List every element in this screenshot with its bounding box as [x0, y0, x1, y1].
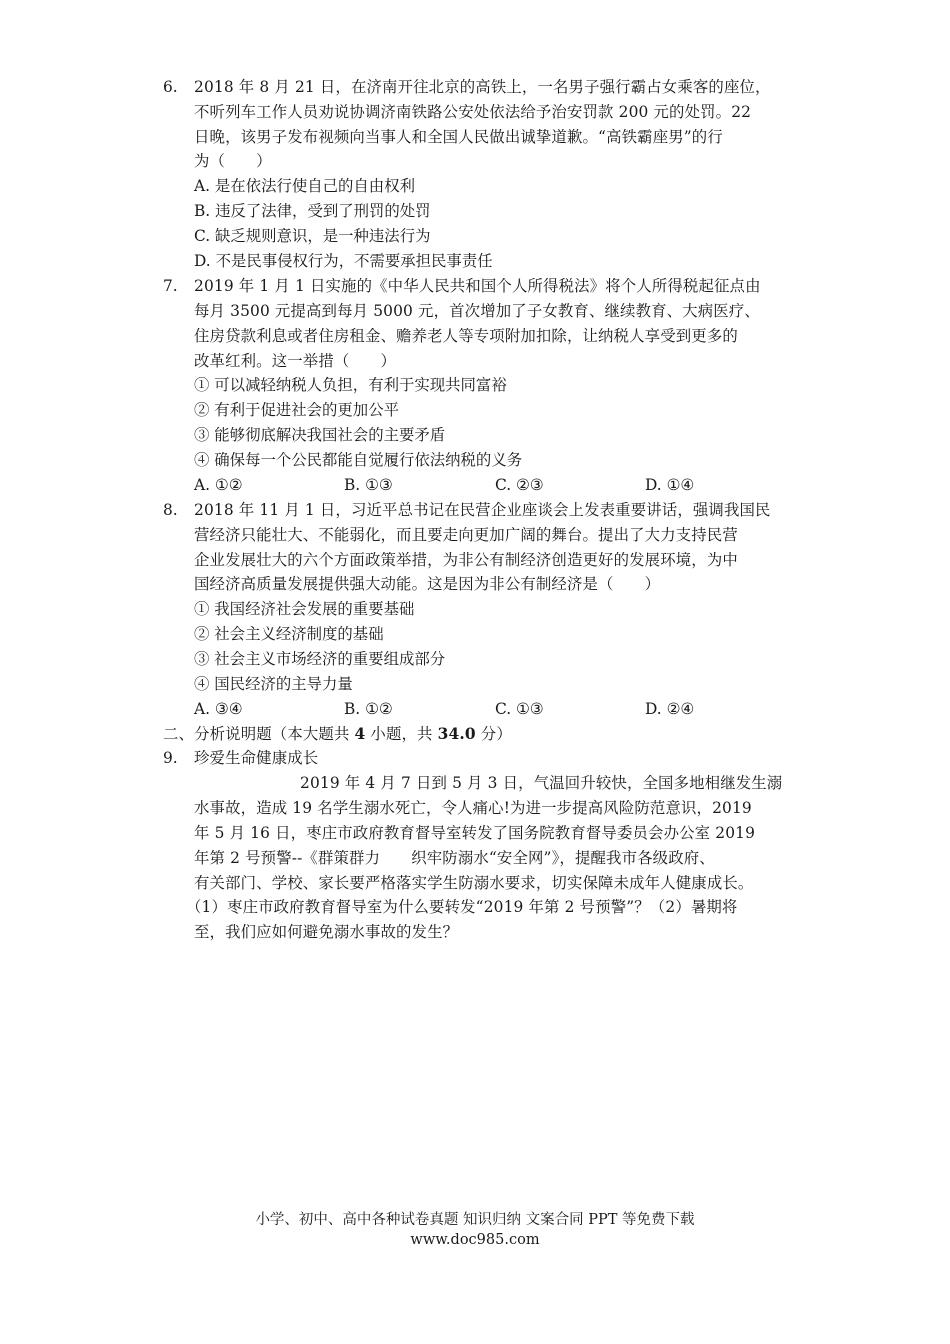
- question-number: 7.: [163, 277, 178, 295]
- question-text-line: 营经济只能壮大、不能弱化，而且要走向更加广阔的舞台。提出了大力支持民营: [194, 526, 738, 544]
- choice-c: C. ①③: [495, 700, 544, 718]
- question-text-line: 2019 年 1 月 1 日实施的《中华人民共和国个人所得税法》将个人所得税起征点由: [194, 277, 761, 295]
- question-title: 珍爱生命健康成长: [194, 749, 319, 767]
- statement-4: ④ 国民经济的主导力量: [194, 675, 353, 693]
- question-text-line: （1）枣庄市政府教育督导室为什么要转发“2019 年第 2 号预警”？（2）暑期将: [186, 898, 738, 916]
- question-number: 9.: [163, 749, 178, 767]
- statement-3: ③ 能够彻底解决我国社会的主要矛盾: [194, 426, 446, 444]
- question-text-line: 国经济高质量发展提供强大动能。这是因为非公有制经济是（ ）: [194, 575, 661, 593]
- section-heading: [163, 723, 512, 745]
- statement-1: ① 我国经济社会发展的重要基础: [194, 600, 415, 618]
- option-c: C. 缺乏规则意识，是一种违法行为: [194, 227, 431, 245]
- section-question-count: 4: [354, 725, 366, 743]
- statement-3: ③ 社会主义市场经济的重要组成部分: [194, 650, 446, 668]
- footer-website-link[interactable]: www.doc985.com: [410, 1232, 540, 1248]
- section-heading-suffix: 分）: [475, 725, 512, 743]
- option-a: A. 是在依法行使自己的自由权利: [194, 177, 415, 195]
- question-text-line: 每月 3500 元提高到每月 5000 元，首次增加了子女教育、继续教育、大病医疗、: [194, 302, 760, 320]
- question-text-line: 不听列车工作人员劝说协调济南铁路公安处依法给予治安罚款 200 元的处罚。22: [194, 103, 752, 121]
- question-text-line: 住房贷款利息或者住房租金、赡养老人等专项附加扣除，让纳税人享受到更多的: [194, 327, 738, 345]
- question-text-line: 至，我们应如何避免溺水事故的发生？: [194, 923, 459, 941]
- choice-a: A. ③④: [194, 700, 243, 718]
- option-d: D. 不是民事侵权行为，不需要承担民事责任: [194, 252, 493, 270]
- question-text-line: 2018 年 11 月 1 日，习近平总书记在民营企业座谈会上发表重要讲话，强调我国民: [194, 501, 771, 519]
- question-number: 8.: [163, 501, 178, 519]
- statement-2: ② 有利于促进社会的更加公平: [194, 401, 399, 419]
- question-text-line: 水事故，造成 19 名学生溺水死亡，令人痛心!为进一步提高风险防范意识，2019: [194, 799, 752, 817]
- statement-1: ① 可以减轻纳税人负担，有利于实现共同富裕: [194, 376, 507, 394]
- question-number: 6.: [163, 78, 178, 96]
- question-text-line: 2018 年 8 月 21 日，在济南开往北京的高铁上，一名男子强行霸占女乘客的座位，: [194, 78, 771, 96]
- choice-c: C. ②③: [495, 476, 544, 494]
- choice-b: B. ①②: [344, 700, 393, 718]
- question-text-line: 2019 年 4 月 7 日到 5 月 3 日，气温回升较快，全国多地相继发生溺: [300, 774, 783, 792]
- footer-promo-text: 小学、初中、高中各种试卷真题 知识归纳 文案合同 PPT 等免费下载: [255, 1212, 695, 1228]
- question-text-line: 日晚，该男子发布视频向当事人和全国人民做出诚挚道歉。“高铁霸座男”的行: [194, 128, 723, 146]
- question-text-line: 年 5 月 16 日，枣庄市政府教育督导室转发了国务院教育督导委员会办公室 2019: [194, 824, 756, 842]
- question-text-line: 年第 2 号预警--《群策群力 织牢防溺水“安全网”》，提醒我市各级政府、: [194, 849, 715, 867]
- question-text-line: 改革红利。这一举措（ ）: [194, 352, 397, 370]
- section-heading-middle: 小题，共: [365, 725, 438, 743]
- choice-a: A. ①②: [194, 476, 243, 494]
- question-text-line: 有关部门、学校、家长要严格落实学生防溺水要求，切实保障未成年人健康成长。: [194, 874, 754, 892]
- choice-d: D. ①④: [645, 476, 695, 494]
- statement-4: ④ 确保每一个公民都能自觉履行依法纳税的义务: [194, 451, 523, 469]
- section-heading-prefix: 二、分析说明题（本大题共: [163, 725, 355, 743]
- choice-b: B. ①③: [344, 476, 393, 494]
- section-total-score: 34.0: [437, 725, 476, 743]
- choice-d: D. ②④: [645, 700, 695, 718]
- question-text-line: 为（ ）: [194, 152, 272, 170]
- question-text-line: 企业发展壮大的六个方面政策举措，为非公有制经济创造更好的发展环境，为中: [194, 551, 738, 569]
- statement-2: ② 社会主义经济制度的基础: [194, 625, 384, 643]
- option-b: B. 违反了法律，受到了刑罚的处罚: [194, 202, 431, 220]
